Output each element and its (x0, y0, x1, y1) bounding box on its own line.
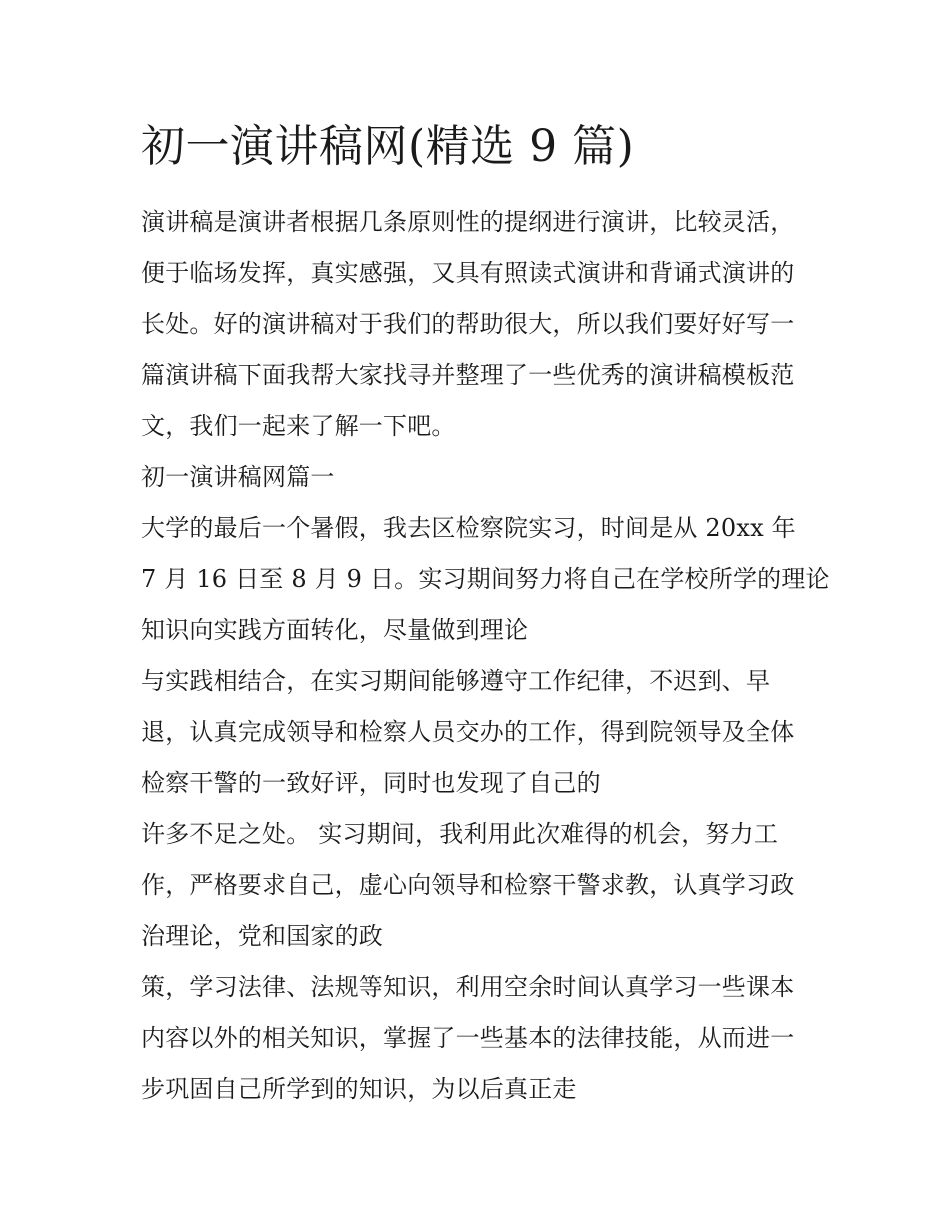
body-paragraph (141, 809, 821, 962)
document-body (141, 115, 830, 1115)
text-line: 知识向实践方面转化，尽量做到理论 (141, 616, 529, 644)
text-line: 治理论，党和国家的政 (141, 922, 383, 950)
text-line: 检察干警的一致好评，同时也发现了自己的 (141, 769, 601, 797)
text-line: 便于临场发挥，真实感强，又具有照读式演讲和背诵式演讲的 (141, 259, 795, 287)
intro-paragraph (141, 197, 821, 452)
body-paragraph (141, 656, 821, 809)
text-line: 与实践相结合，在实习期间能够遵守工作纪律，不迟到、早 (141, 667, 771, 695)
text-line: 7 月 16 日至 8 月 9 日。实习期间努力将自己在学校所学的理论 (141, 565, 830, 593)
text-line: 初一演讲稿网篇一 (141, 463, 335, 491)
text-line: 篇演讲稿下面我帮大家找寻并整理了一些优秀的演讲稿模板范 (141, 361, 795, 389)
text-line: 策，学习法律、法规等知识，利用空余时间认真学习一些课本 (141, 973, 795, 1001)
section-heading (141, 452, 821, 503)
text-line: 许多不足之处。 实习期间，我利用此次难得的机会，努力工 (141, 820, 779, 848)
text-line: 文，我们一起来了解一下吧。 (141, 412, 456, 440)
text-line: 作，严格要求自己，虚心向领导和检察干警求教，认真学习政 (141, 871, 795, 899)
body-paragraph (141, 503, 830, 656)
text-line: 退，认真完成领导和检察人员交办的工作，得到院领导及全体 (141, 718, 795, 746)
text-line: 长处。好的演讲稿对于我们的帮助很大，所以我们要好好写一 (141, 310, 795, 338)
text-line: 内容以外的相关知识，掌握了一些基本的法律技能，从而进一 (141, 1024, 795, 1052)
body-paragraph (141, 962, 821, 1115)
text-line: 步巩固自己所学到的知识，为以后真正走 (141, 1075, 577, 1103)
text-line: 大学的最后一个暑假，我去区检察院实习，时间是从 20xx 年 (141, 514, 796, 542)
document-title: 初一演讲稿网(精选 9 篇) (141, 121, 635, 172)
text-line: 演讲稿是演讲者根据几条原则性的提纲进行演讲，比较灵活， (141, 208, 795, 236)
